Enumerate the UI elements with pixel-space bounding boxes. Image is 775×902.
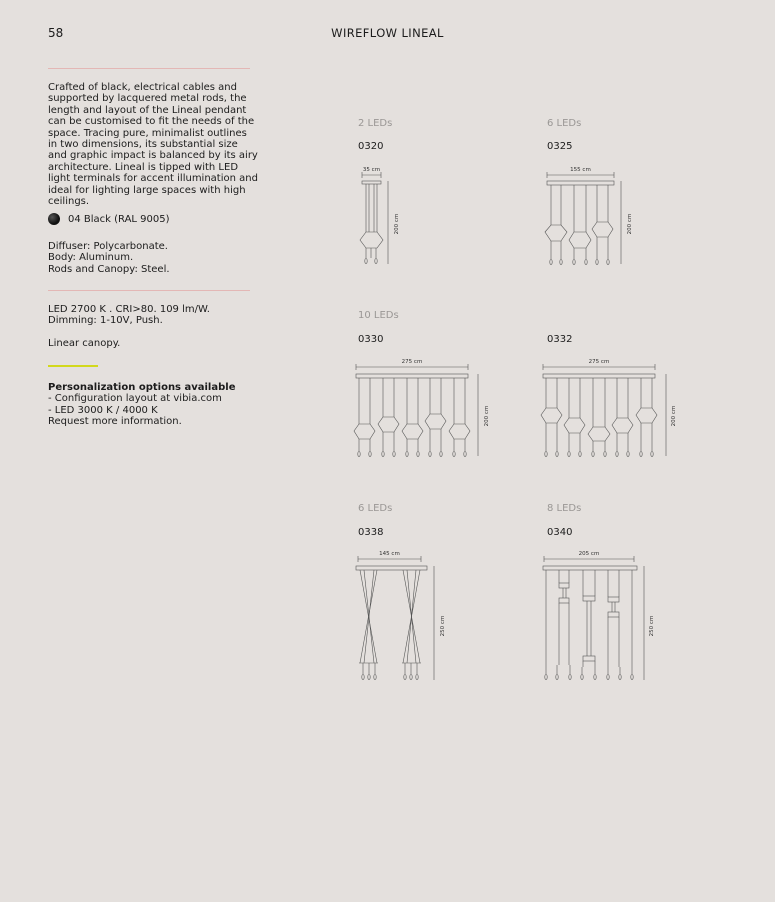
drawing-0320 — [360, 172, 388, 264]
canopy-note: Linear canopy. — [48, 338, 121, 349]
material-rods: Rods and Canopy: Steel. — [48, 263, 170, 275]
page-title: WIREFLOW LINEAL — [331, 26, 444, 40]
model-led-count: 8 LEDs — [547, 503, 582, 514]
model-code: 0338 — [358, 527, 384, 538]
spec-led: LED 2700 K . CRI>80. 109 lm/W. — [48, 304, 210, 315]
model-code: 0330 — [358, 334, 384, 345]
material-body: Body: Aluminum. — [48, 252, 134, 264]
model-code: 0340 — [547, 527, 573, 538]
width-dimension: 145 cm — [379, 551, 400, 557]
drawing-0325 — [545, 172, 621, 265]
drawing-0338 — [356, 556, 434, 680]
product-description: Crafted of black, electrical cables and supported by lacquered metal rods, the length and layout of the Lineal pendant can be customised to fit the needs of the space. Tracing pure, minimalist outlines in two dimensions, its substantial size and graphic impact is balanced by its airy architecture. Lineal is tipped with LED light terminals for accent illumination and ideal for lighting large spaces with high ceilings. — [48, 82, 258, 208]
drawing-0340 — [543, 556, 644, 680]
drawing-0332 — [541, 364, 666, 457]
height-dimension: 200 cm — [394, 213, 400, 235]
model-led-count: 6 LEDs — [358, 503, 393, 514]
width-dimension: 155 cm — [570, 167, 591, 173]
page-number: 58 — [48, 26, 64, 40]
material-diffuser: Diffuser: Polycarbonate. — [48, 241, 168, 252]
personalization-heading: Personalization options available — [48, 382, 236, 393]
personalization-line: - Configuration layout at vibia.com — [48, 393, 222, 405]
height-dimension: 250 cm — [440, 615, 446, 637]
height-dimension: 200 cm — [671, 405, 677, 427]
model-led-count: 2 LEDs — [358, 118, 393, 129]
height-dimension: 200 cm — [627, 213, 633, 235]
drawing-0330 — [354, 364, 478, 457]
spec-dimming: Dimming: 1-10V, Push. — [48, 315, 163, 327]
personalization-line: - LED 3000 K / 4000 K — [48, 404, 158, 416]
model-led-count: 10 LEDs — [358, 310, 399, 321]
width-dimension: 275 cm — [588, 359, 610, 365]
model-code: 0332 — [547, 334, 573, 345]
height-dimension: 250 cm — [649, 615, 655, 637]
personalization-line: Request more information. — [48, 416, 182, 428]
width-dimension: 275 cm — [401, 359, 423, 365]
finish-label: 04 Black (RAL 9005) — [68, 213, 170, 225]
model-code: 0325 — [547, 141, 573, 152]
height-dimension: 200 cm — [484, 405, 490, 427]
width-dimension: 205 cm — [578, 551, 600, 557]
model-led-count: 6 LEDs — [547, 118, 582, 129]
width-dimension: 35 cm — [362, 167, 381, 173]
model-code: 0320 — [358, 141, 384, 152]
